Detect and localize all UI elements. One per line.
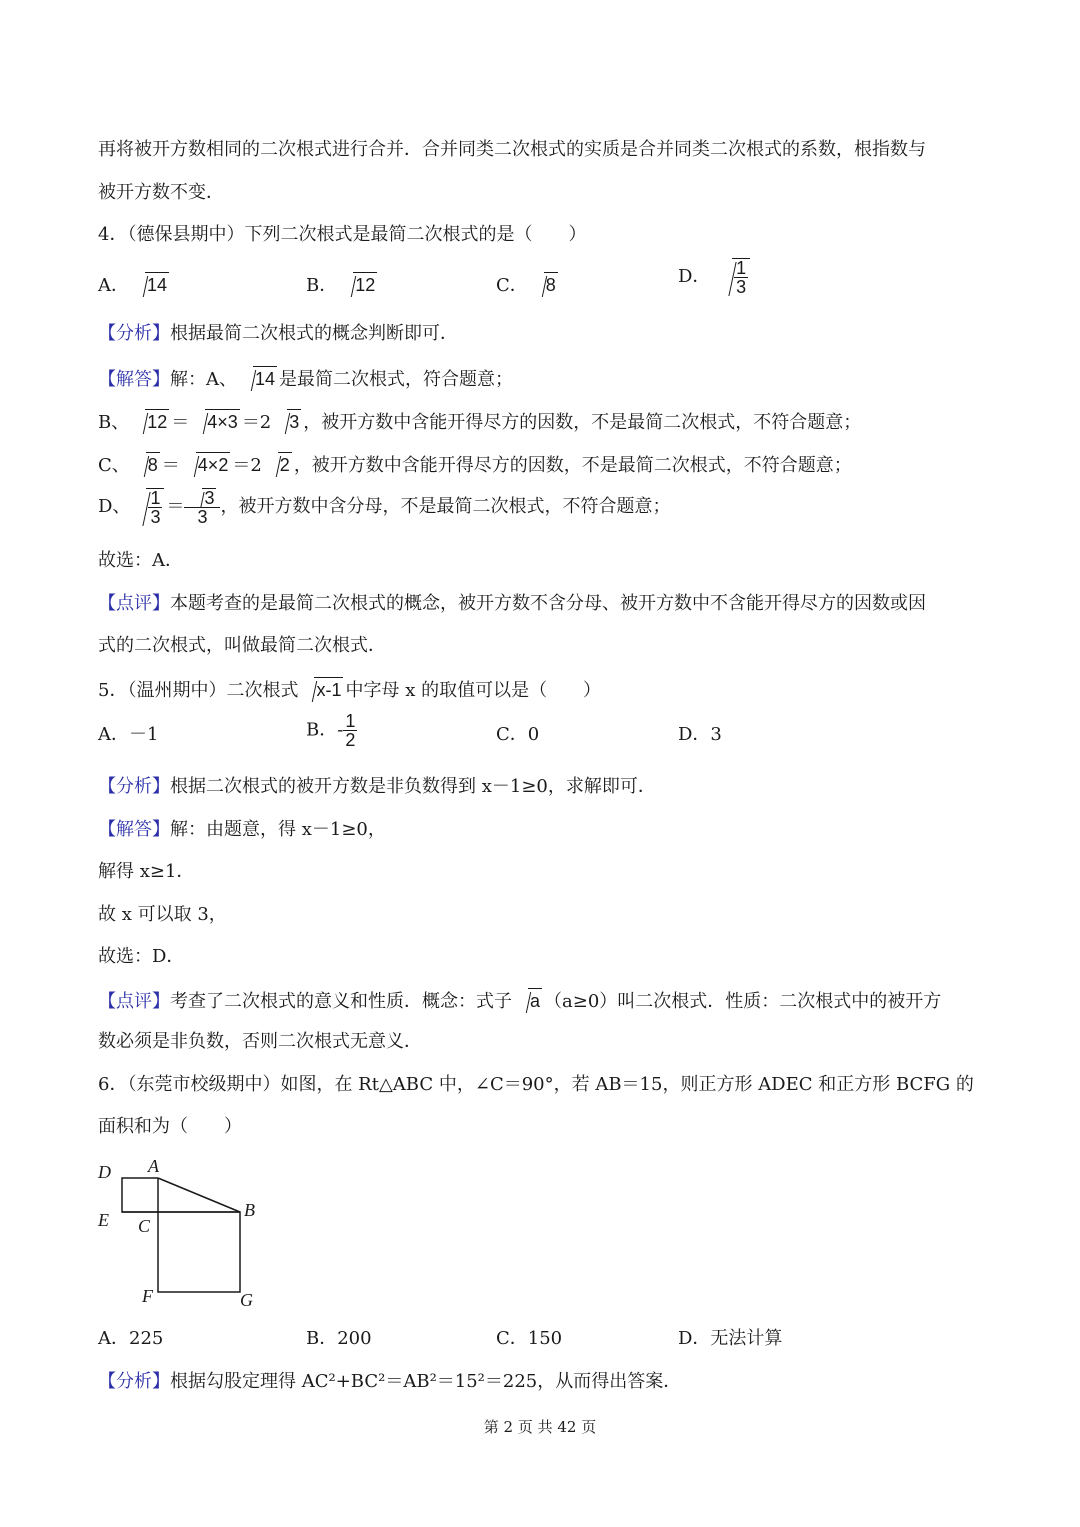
q5-choice: 故选：D． [98, 946, 185, 967]
comment-tag: 【点评】 [98, 593, 170, 614]
q6-figure [90, 1152, 280, 1312]
q4-comment-1: 【点评】本题考查的是最简二次根式的概念，被开方数不含分母、被开方数中不含能开得尽方的因数或因 [98, 593, 926, 614]
q5-analysis: 【分析】根据二次根式的被开方数是非负数得到 x－1≥0，求解即可． [98, 776, 656, 797]
q5-comment-2: 数必须是非负数，否则二次根式无意义． [98, 1031, 422, 1052]
q5-solution-1: 【解答】解：由题意，得 x－1≥0， [98, 819, 386, 840]
analysis-tag: 【分析】 [98, 323, 170, 344]
q6-stem-2: 面积和为（ ） [98, 1116, 242, 1137]
q6-option-c: C．150 [496, 1328, 563, 1349]
q4-option-c: C． 8 [496, 272, 560, 298]
q4-solution-b: B、 12 ＝ 4×3 ＝2 3 ，被开方数中含能开得尽方的因数，不是最简二次根式，不符合题意； [98, 409, 861, 435]
label-d: D [98, 1162, 111, 1182]
q4-solution-a: 【解答】解：A、 14 是最简二次根式，符合题意； [98, 366, 513, 392]
q4-choice: 故选：A． [98, 550, 183, 571]
label-b: B [244, 1200, 255, 1220]
page-footer: 第 2 页 共 42 页 [483, 1418, 597, 1436]
label-c: C [138, 1216, 151, 1236]
q4-analysis: 【分析】根据最简二次根式的概念判断即可． [98, 323, 458, 344]
q5-comment-1: 【点评】考查了二次根式的意义和性质．概念：式子 a （a≥0）叫二次根式．性质：二次根式中的被开方 [98, 988, 941, 1014]
comment-tag: 【点评】 [98, 991, 170, 1012]
analysis-tag: 【分析】 [98, 1371, 170, 1392]
solution-tag: 【解答】 [98, 369, 170, 390]
q5-option-c: C．0 [496, 724, 540, 745]
q6-option-a: A．225 [98, 1328, 164, 1349]
intro-line-2: 被开方数不变． [98, 182, 224, 203]
q6-stem-1: 6．（东莞市校级期中）如图，在 Rt△ABC 中，∠C＝90°，若 AB＝15，则正方形 ADEC 和正方形 BCFG 的 [98, 1074, 974, 1095]
q4-option-a: A． 14 [98, 272, 171, 298]
q5-option-b: B．- $\frac{1}{2}$ [306, 711, 356, 750]
q4-comment-2: 式的二次根式，叫做最简二次根式． [98, 635, 386, 656]
label-f: F [142, 1286, 153, 1306]
q6-option-b: B．200 [306, 1328, 372, 1349]
q4-option-b: B． 12 [306, 272, 379, 298]
q5-option-d: D．3 [678, 724, 722, 745]
q5-option-a: A．－1 [98, 724, 159, 745]
segment-ab [158, 1178, 240, 1212]
intro-line-1: 再将被开方数相同的二次根式进行合并．合并同类二次根式的实质是合并同类二次根式的系数，根指数与 [98, 139, 926, 160]
q5-solution-3: 故 x 可以取 3， [98, 904, 227, 925]
q6-analysis: 【分析】根据勾股定理得 AC²+BC²＝AB²＝15²＝225，从而得出答案． [98, 1371, 682, 1392]
q4-option-d: D． $\frac{1}{3}$ [678, 258, 752, 296]
solution-tag: 【解答】 [98, 819, 170, 840]
q4-solution-c: C、 8 ＝ 4×2 ＝2 2 ，被开方数中含能开得尽方的因数，不是最简二次根式，不符合题意； [98, 452, 852, 478]
q5-solution-2: 解得 x≥1． [98, 861, 195, 882]
square-adec [122, 1178, 158, 1212]
q5-stem: 5．（温州期中）二次根式 x-1 中字母 x 的取值可以是（ ） [98, 677, 601, 703]
q4-solution-d: D、 $\frac{1}{3}$ ＝ $\frac{3}{3}$ ，被开方数中含分母，不是最简二次根式，不符合题意； [98, 488, 671, 527]
label-a: A [148, 1156, 159, 1176]
label-e: E [98, 1210, 109, 1230]
analysis-tag: 【分析】 [98, 776, 170, 797]
q4-stem: 4．（德保县期中）下列二次根式是最简二次根式的是（ ） [98, 224, 587, 245]
label-g: G [240, 1290, 253, 1310]
square-bcfg [158, 1212, 240, 1292]
q6-option-d: D．无法计算 [678, 1328, 783, 1349]
